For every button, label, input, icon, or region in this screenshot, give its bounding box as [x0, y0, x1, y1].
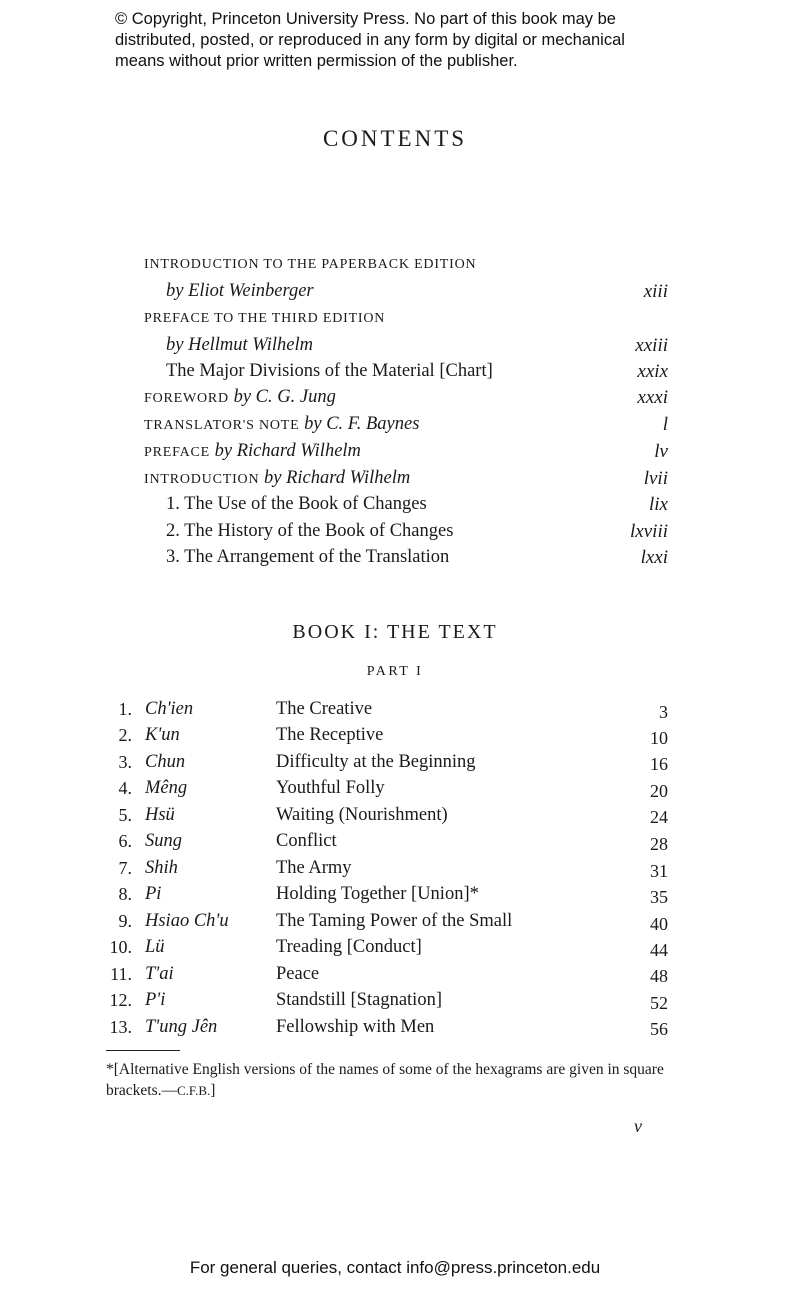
- hexagram-name: Shih: [145, 858, 178, 878]
- hexagram-name: Ch'ien: [145, 699, 194, 719]
- toc-entry: [144, 387, 336, 408]
- hexagram-number: 12.: [109, 990, 132, 1010]
- footnote-divider: [106, 1050, 180, 1051]
- toc-entry-author: by Richard Wilhelm: [264, 468, 411, 488]
- toc-entry-page: xiii: [643, 281, 668, 302]
- hexagram-title: Difficulty at the Beginning: [276, 752, 476, 772]
- hexagram-page: 52: [650, 993, 668, 1013]
- hexagram-name: Hsiao Ch'u: [145, 911, 229, 931]
- toc-entry-label: TRANSLATOR'S NOTE: [144, 418, 300, 433]
- copyright-line: © Copyright, Princeton University Press. No part of this book may be: [115, 10, 616, 28]
- hexagram-name: Mêng: [145, 778, 188, 798]
- hexagram-title: The Receptive: [276, 725, 384, 745]
- hexagram-title: Standstill [Stagnation]: [276, 990, 442, 1010]
- hexagram-name: T'ai: [145, 964, 174, 984]
- hexagram-page: 48: [650, 966, 668, 986]
- hexagram-number: 9.: [118, 911, 132, 931]
- footnote-text: *[Alternative English versions of the names of some of the hexagrams are given in square brackets.—: [106, 1061, 664, 1099]
- hexagram-name: Pi: [145, 884, 162, 904]
- toc-entry-page: lxviii: [630, 521, 668, 542]
- hexagram-title: Peace: [276, 964, 320, 984]
- hexagram-number: 1.: [118, 699, 132, 719]
- hexagram-name: P'i: [145, 990, 166, 1010]
- toc-entry-label: INTRODUCTION: [144, 472, 260, 487]
- copyright-line: means without prior written permission of the publisher.: [115, 52, 518, 70]
- hexagram-page: 31: [650, 861, 668, 881]
- hexagram-title: Fellowship with Men: [276, 1017, 435, 1037]
- hexagram-title: Conflict: [276, 831, 337, 851]
- contact-line: For general queries, contact info@press.princeton.edu: [189, 1258, 601, 1277]
- hexagram-page: 44: [650, 940, 668, 960]
- hexagram-number: 7.: [118, 858, 132, 878]
- toc-entry-page: lix: [649, 494, 668, 515]
- hexagram-name: Sung: [145, 831, 182, 851]
- hexagram-number: 10.: [109, 937, 132, 957]
- hexagram-number: 8.: [118, 884, 132, 904]
- hexagram-page: 3: [659, 702, 668, 722]
- part-heading: PART I: [366, 664, 424, 679]
- toc-entry-author: by Richard Wilhelm: [214, 441, 361, 461]
- hexagram-page: 40: [650, 914, 668, 934]
- toc-entry: [144, 441, 361, 462]
- toc-entry-page: lvii: [643, 468, 668, 489]
- copyright-line: distributed, posted, or reproduced in any form by digital or mechanical: [115, 31, 625, 49]
- hexagram-number: 11.: [110, 964, 132, 984]
- footnote-initials: C.F.B.: [177, 1083, 211, 1098]
- toc-entry-author: by Hellmut Wilhelm: [166, 335, 313, 355]
- page-title: CONTENTS: [322, 126, 468, 151]
- toc-entry-page: xxiii: [635, 335, 668, 356]
- hexagram-title: Treading [Conduct]: [276, 937, 422, 957]
- hexagram-number: 4.: [118, 778, 132, 798]
- hexagram-number: 2.: [118, 725, 132, 745]
- hexagram-title: Holding Together [Union]*: [276, 884, 479, 904]
- toc-entry: [144, 468, 410, 489]
- toc-entry-label: 2. The History of the Book of Changes: [166, 521, 454, 541]
- toc-entry-label: PREFACE: [144, 445, 211, 460]
- toc-entry-label: INTRODUCTION TO THE PAPERBACK EDITION: [144, 257, 477, 272]
- hexagram-title: Youthful Folly: [276, 778, 385, 798]
- hexagram-title: The Army: [276, 858, 352, 878]
- hexagram-page: 35: [650, 887, 668, 907]
- hexagram-number: 13.: [109, 1017, 132, 1037]
- hexagram-number: 6.: [118, 831, 132, 851]
- footnote: [106, 1059, 672, 1101]
- toc-entry-page: l: [662, 414, 668, 435]
- hexagram-title: The Taming Power of the Small: [276, 911, 513, 931]
- toc-entry: [144, 414, 419, 435]
- hexagram-name: Chun: [145, 752, 186, 772]
- toc-entry-label: 3. The Arrangement of the Translation: [166, 547, 450, 567]
- hexagram-name: K'un: [145, 725, 180, 745]
- toc-entry-page: lxxi: [640, 547, 668, 568]
- toc-entry-label: 1. The Use of the Book of Changes: [166, 494, 427, 514]
- book-heading: BOOK I: THE TEXT: [292, 621, 498, 643]
- toc-entry-author: by Eliot Weinberger: [166, 281, 314, 301]
- hexagram-page: 24: [650, 807, 668, 827]
- hexagram-page: 16: [650, 754, 668, 774]
- toc-entry-label: The Major Divisions of the Material [Chart]: [166, 361, 493, 381]
- hexagram-number: 5.: [118, 805, 132, 825]
- hexagram-name: T'ung Jên: [145, 1017, 218, 1037]
- hexagram-name: Lü: [145, 937, 165, 957]
- hexagram-name: Hsü: [145, 805, 175, 825]
- toc-entry-label: FOREWORD: [144, 391, 229, 406]
- toc-entry-page: lv: [654, 441, 668, 462]
- toc-entry-author: by C. F. Baynes: [304, 414, 420, 434]
- footnote-close: ]: [210, 1082, 216, 1099]
- page-number: v: [634, 1116, 642, 1136]
- hexagram-title: Waiting (Nourishment): [276, 805, 448, 825]
- hexagram-number: 3.: [118, 752, 132, 772]
- toc-entry-page: xxix: [637, 361, 668, 382]
- toc-entry-page: xxxi: [637, 387, 668, 408]
- toc-entry-author: by C. G. Jung: [233, 387, 336, 407]
- hexagram-page: 56: [650, 1019, 668, 1039]
- hexagram-page: 20: [650, 781, 668, 801]
- hexagram-page: 10: [650, 728, 668, 748]
- copyright-notice: [115, 9, 715, 72]
- hexagram-title: The Creative: [276, 699, 373, 719]
- hexagram-page: 28: [650, 834, 668, 854]
- toc-entry-label: PREFACE TO THE THIRD EDITION: [144, 311, 386, 326]
